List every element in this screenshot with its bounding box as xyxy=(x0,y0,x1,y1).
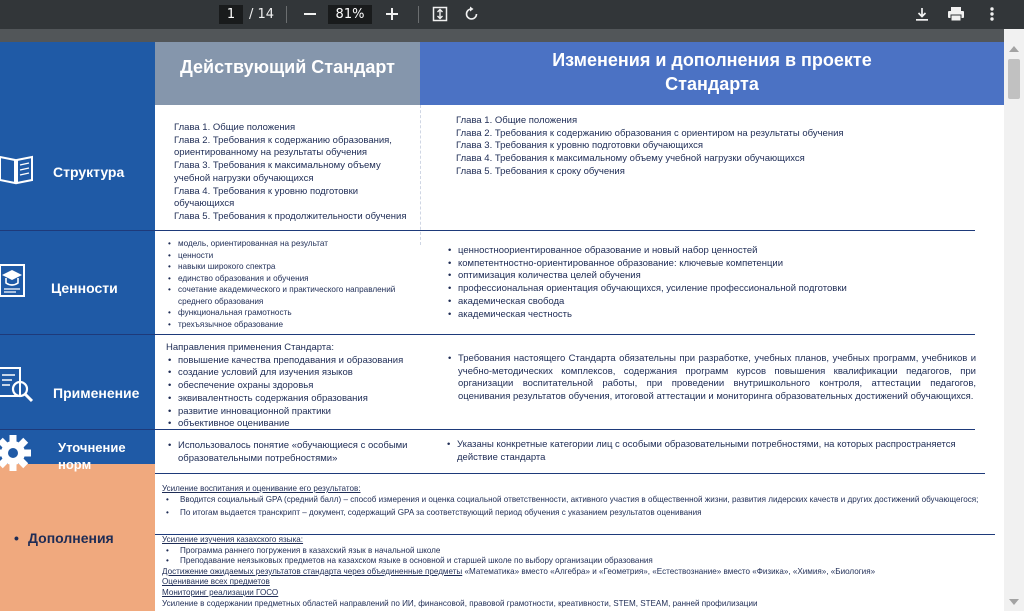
download-button[interactable] xyxy=(910,2,934,26)
gear-icon xyxy=(0,433,34,478)
print-button[interactable] xyxy=(944,2,968,26)
pdf-toolbar xyxy=(0,0,1024,29)
scroll-up-arrow-icon[interactable] xyxy=(1009,46,1019,52)
rotate-button[interactable] xyxy=(460,2,484,26)
print-icon xyxy=(947,6,965,22)
rotate-icon xyxy=(464,6,480,22)
minus-icon xyxy=(303,7,317,21)
row-divider xyxy=(0,230,975,231)
column-divider xyxy=(420,105,421,245)
more-options-button[interactable] xyxy=(980,2,1004,26)
current-standard-header xyxy=(155,42,420,105)
row-divider xyxy=(0,334,975,335)
vertical-scrollbar[interactable] xyxy=(1004,29,1024,611)
additions-block-upbringing: Усиление воспитания и оценивание его результатов: • Вводится социальный GPA (средний балл) – способ измерения и оценка социальной ответственности, активного участия в общественной жизни, развития лидерских качеств и других достижений обучающегося; • По итогам выдается транскрипт – документ, содержащий GPA за соответствующий период обучения с указанием результатов оценивания xyxy=(162,484,979,518)
toolbar-divider xyxy=(286,6,287,23)
values-current: • модель, ориентированная на результат • ценности • навыки широкого спектра • единство образования и обучения • сочетание академического и практического направлений среднего образования • функциональная грамотность • трехъязычное образование xyxy=(164,238,404,330)
application-current: Направления применения Стандарта: • повышение качества преподавания и образования • создание условий для изучения языков • обеспечение охраны здоровья • эквивалентность содержания образования • развитие инновационной практики • объективное оценивание xyxy=(164,342,424,431)
download-icon xyxy=(914,6,930,22)
structure-changes: Глава 1. Общие положения Глава 2. Требования к содержанию образования с ориентиром на результаты обучения Глава 3. Требования к уровню подготовки обучающихся Глава 4. Требования к максимальному объему учебной нагрузки обучающихся Глава 5. Требования к сроку обучения xyxy=(456,115,844,177)
toolbar-divider xyxy=(418,6,419,23)
page-number-input[interactable] xyxy=(219,5,243,24)
additions-block-kazakh: Усиление изучения казахского языка: • Программа раннего погружения в казахский язык в начальной школе • Преподавание неязыковых предметов на казахском языке в основной и старшей школе по выбору организации образования Достижение ожидаемых результатов стандарта через объединенные предметы «Математика» вместо «Алгебра» и «Геометрия», «Естествознание» вместо «Физика», «Химия», «Биология» Оценивание всех предметов Мониторинг реализации ГОСО Усиление в содержании предметных областей направлений по ИИ, финансовой, правовой грамотности, креативности, STEM, STEAM, ранней профилизации xyxy=(162,535,876,608)
plus-icon xyxy=(385,7,399,21)
scroll-down-arrow-icon[interactable] xyxy=(1009,599,1019,605)
zoom-input[interactable] xyxy=(328,5,372,24)
row-divider xyxy=(155,473,985,474)
structure-current: Глава 1. Общие положения Глава 2. Требования к содержанию образования, ориентированному на результаты обучения Глава 3. Требования к максимальному объему учебной нагрузки обучающихся Глава 4. Требования к уровню подготовки обучающихся Глава 5. Требования к продолжительности обучения xyxy=(174,122,407,222)
pdf-viewer xyxy=(0,29,1024,611)
zoom-out-button[interactable] xyxy=(298,2,322,26)
page-total: / 14 xyxy=(249,7,275,22)
pdf-page: Действующий Стандарт Изменения и дополнения в проекте Стандарта Структура Глава 1. Общие положения Глава 2. Требования к содержанию образования, ориентированному на результаты обучения Глава 3. Требования к максимальному объему учебной нагрузки обучающихся Глава 4. Требования к уровню подготовки обучающихся Глава 5. Требования к продолжительности обучения Глава 1. Общие положения Глава 2. Требования к содержанию образования с ориентиром на результаты обучения Глава 3. Требования к уровню подготовки обучающихся Глава 4. Требования к максимальному объему учебной нагрузки обучающихся Глава 5. Требования к сроку обучения Ценности • модель, ориентированная на результат • ценности • навыки широкого спектра • единство образования и обучения • сочетание академического и практического направлений среднего образования • функциональная грамотность • трехъязычное образование • ценностноориентированное образование и новый набор ценностей • компетентностно-ориентированное образование: ключевые компетенции • оптимизация количества целей обучения • профессиональная ориентация обучающихся, усиление профессиональной подготовки • академическая свобода • академическая честность Применение Направления применения Стандарта: • повышение качества преподавания и образования • создание условий для изучения языков • обеспечение охраны здоровья • эквивалентность содержания образования • развитие инновационной практики • объективное оценивание • Требования настоящего Стандарта обязательны при разработке, учебных планов, учебных программ, учебников и учебно-методических комплексов, содержания программ курсов повышения квалификации педагогов, при организации воспитательной работы, при проведении внутришкольного контроля, аттестации педагогов, оценивания результатов обучения, итоговой аттестации и мониторинга образовательных достижений обучающихся. Уточнение норм • Использовалось понятие «обучающиеся с особыми образовательными потребностями» • Указаны конкретные категории лиц с особыми образовательными потребностями, на которых распространяется действие стандарта • Дополнения Усиление воспитания и оценивание его результатов: • Вводится социальный GPA (средний балл) – способ измерения и оценка социальной ответственности, активного участия в общественной жизни, развития лидерских качеств и других достижений обучающегося; • По итогам выдается транскрипт – документ, содержащий GPA за соответствующий период обучения с указанием результатов оценивания Усиление изучения казахского языка: • Программа раннего погружения в казахский язык в начальной школе • Преподавание неязыковых предметов на казахском языке в основной и старшей школе по выбору организации образования Достижение ожидаемых результатов стандарта через объединенные предметы «Математика» вместо «Алгебра» и «Геометрия», «Естествознание» вместо «Физика», «Химия», «Биология» Оценивание всех предметов Мониторинг реализации ГОСО Усиление в содержании предметных областей направлений по ИИ, финансовой, правовой грамотности, креативности, STEM, STEAM, ранней профилизации xyxy=(0,42,1004,611)
norms-current: • Использовалось понятие «обучающиеся с особыми образовательными потребностями» xyxy=(164,440,422,465)
application-changes: • Требования настоящего Стандарта обязательны при разработке, учебных планов, учебных программ, учебников и учебно-методических комплексов, содержания программ курсов повышения квалификации педагогов, при организации воспитательной работы, при проведении внутришкольного контроля, аттестации педагогов, оценивания результатов обучения, итоговой аттестации и мониторинга образовательных достижений обучающихся. xyxy=(444,353,976,404)
fit-page-icon xyxy=(432,6,448,22)
zoom-in-button[interactable] xyxy=(380,2,404,26)
book-icon xyxy=(0,153,36,192)
graduation-cap-icon xyxy=(0,263,28,304)
document-search-icon xyxy=(0,366,36,409)
norms-changes: • Указаны конкретные категории лиц с особыми образовательными потребностями, на которых распространяется действие стандарта xyxy=(443,439,977,464)
scroll-thumb[interactable] xyxy=(1008,59,1020,99)
current-standard-title: Действующий Стандарт xyxy=(180,57,395,77)
fit-page-button[interactable] xyxy=(428,2,452,26)
values-changes: • ценностноориентированное образование и новый набор ценностей • компетентностно-ориентированное образование: ключевые компетенции • оптимизация количества целей обучения • профессиональная ориентация обучающихся, усиление профессиональной подготовки • академическая свобода • академическая честность xyxy=(444,245,974,321)
changes-title: Изменения и дополнения в проекте Стандарта xyxy=(552,50,872,94)
more-vert-icon xyxy=(989,6,995,22)
row-divider xyxy=(0,429,975,430)
changes-header xyxy=(420,42,1004,105)
